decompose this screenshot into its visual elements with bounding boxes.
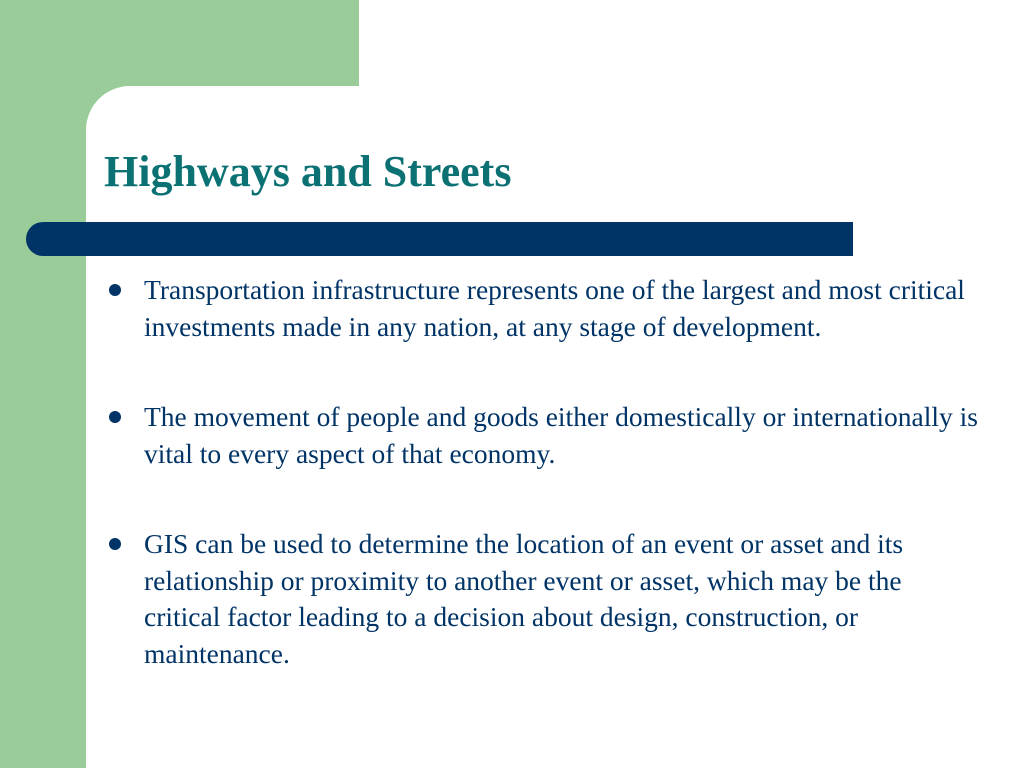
bullet-item <box>104 526 984 672</box>
bullet-text: The movement of people and goods either domestically or internationally is vital to every aspect of that economy. <box>144 401 978 469</box>
bullet-item <box>104 272 984 345</box>
bullet-dot-icon <box>109 411 121 423</box>
bullet-text: GIS can be used to determine the location of an event or asset and its relationship or proximity to another event or asset, which may be the critical factor leading to a decision about design, construction, or maintenance. <box>144 528 904 669</box>
bullet-item <box>104 399 984 472</box>
bullet-text: Transportation infrastructure represents one of the largest and most critical investments made in any nation, at any stage of development. <box>144 274 965 342</box>
title-underline-bar <box>26 222 853 256</box>
bullet-dot-icon <box>109 284 121 296</box>
slide-title: Highways and Streets <box>104 147 512 196</box>
bullet-dot-icon <box>109 538 121 550</box>
bullet-list <box>104 272 984 726</box>
